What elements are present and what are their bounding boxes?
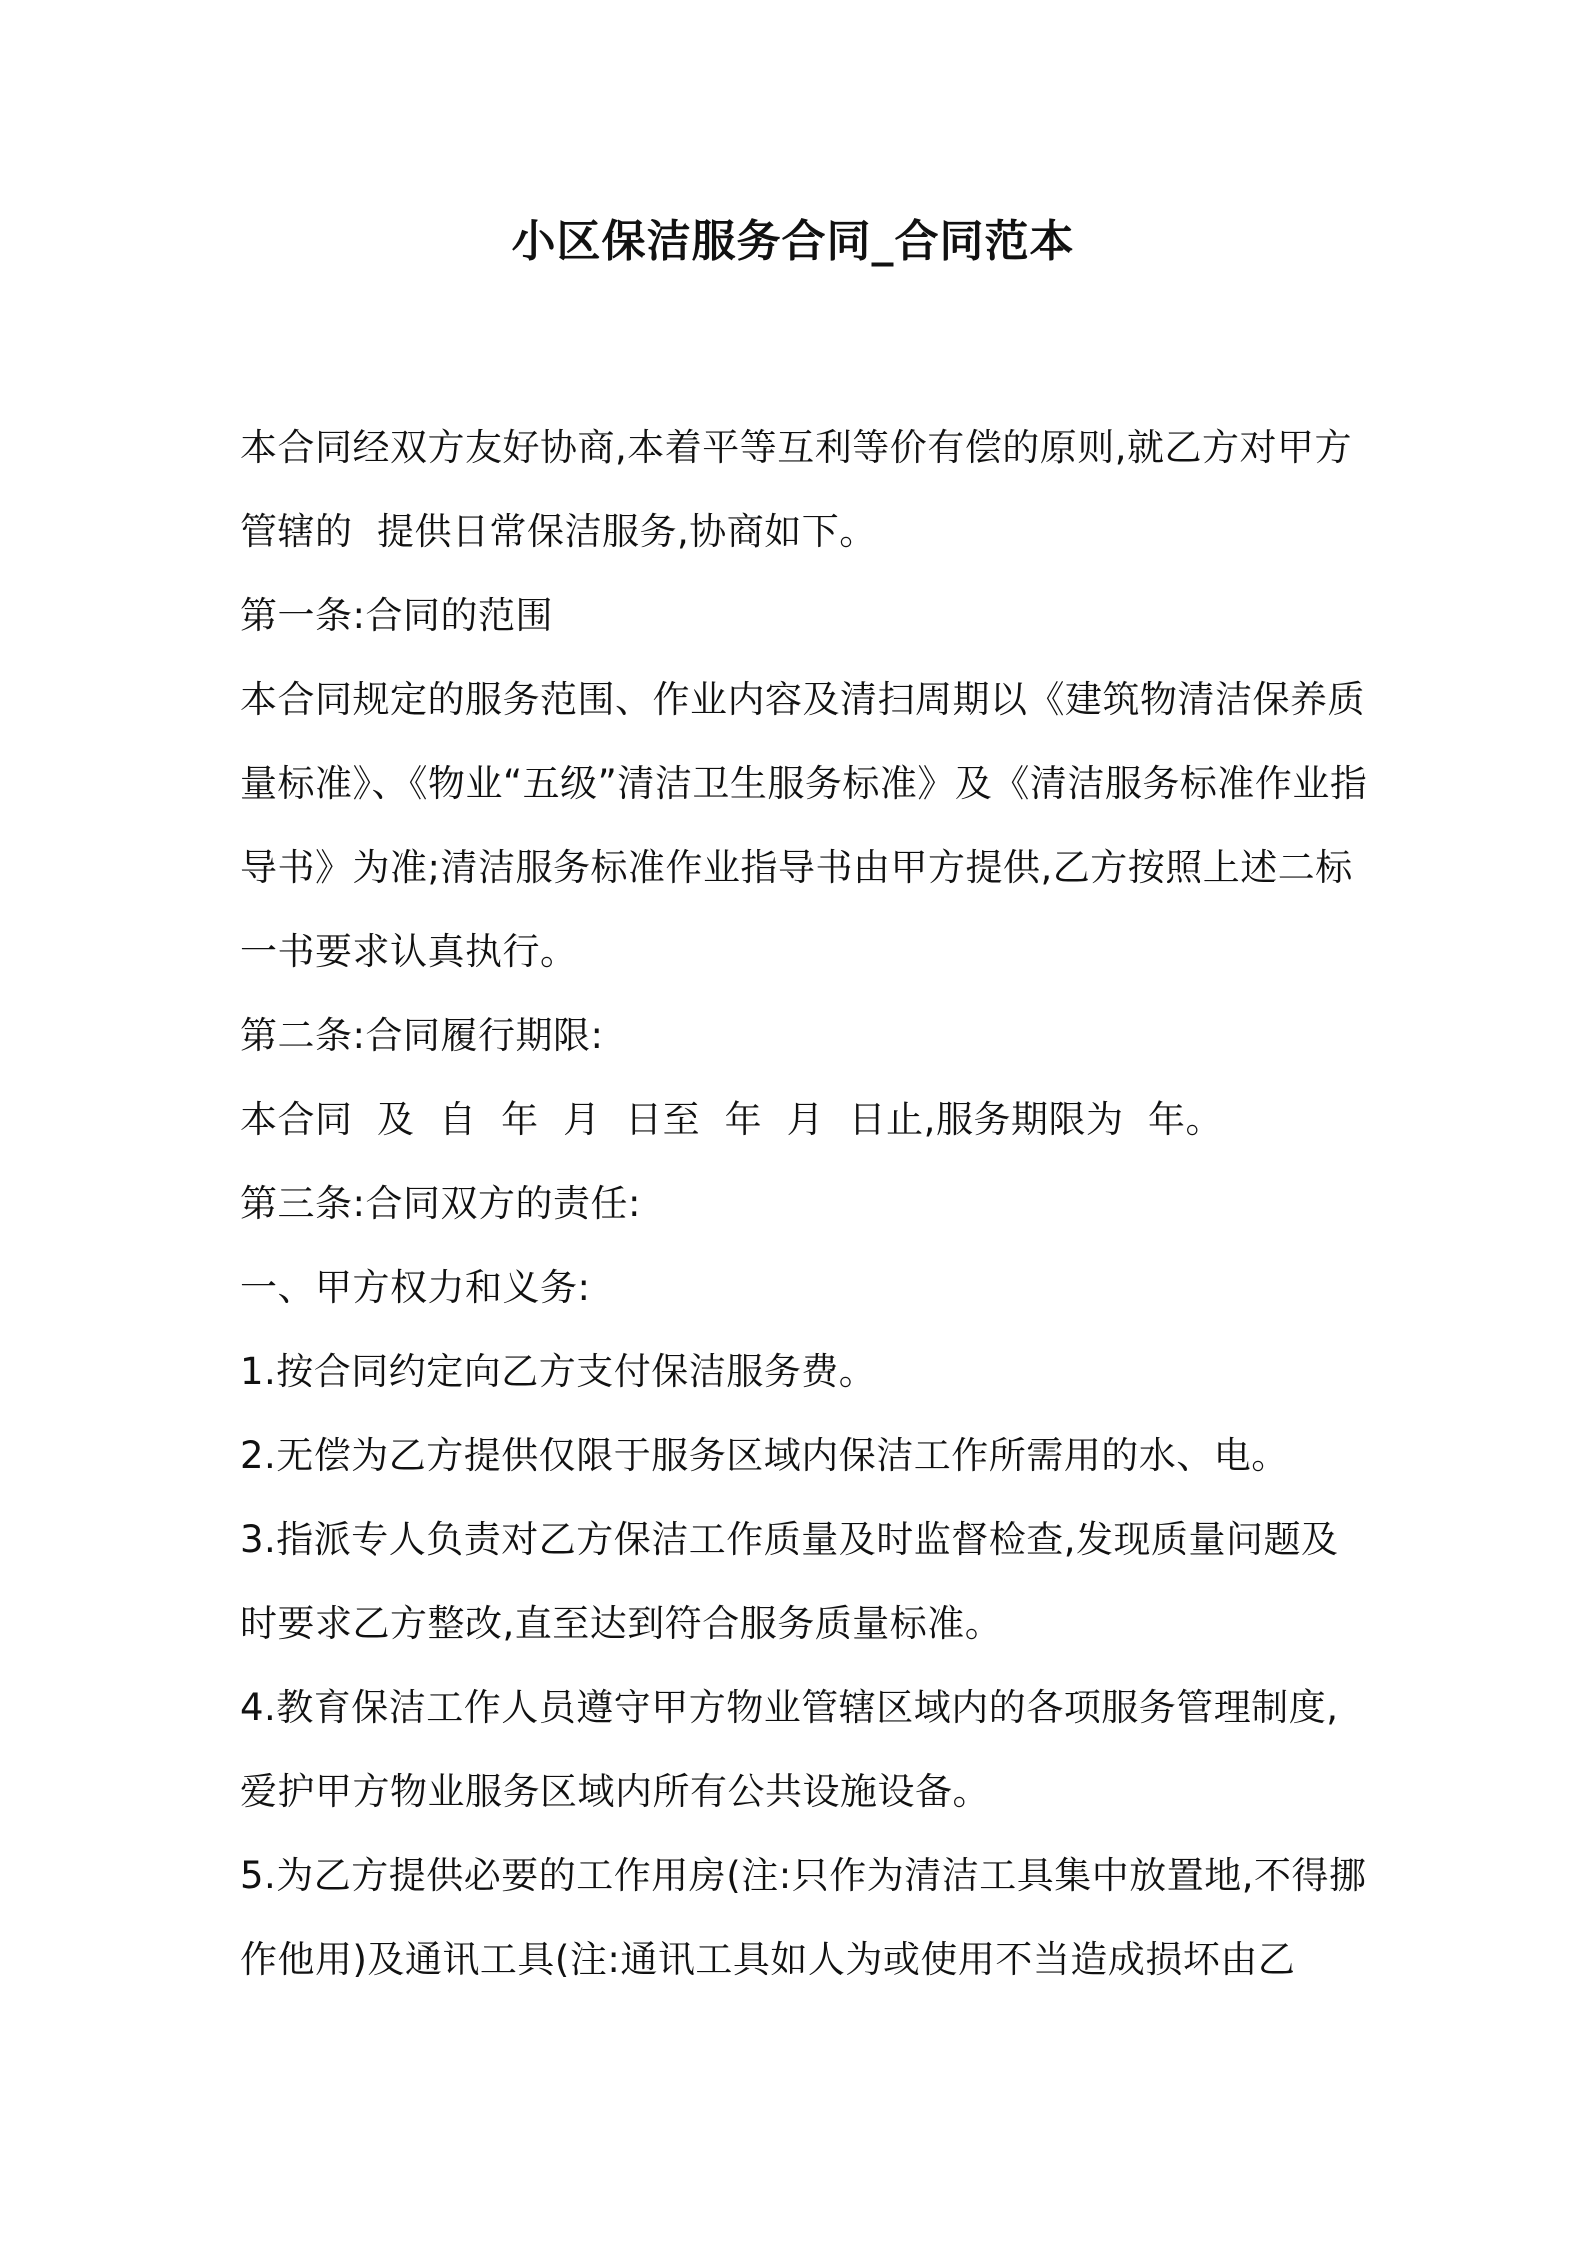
paragraph-term: 本合同 及 自 年 月 日至 年 月 日止,服务期限为 年。 [240, 1098, 1223, 1141]
list-item-1: 1.按合同约定向乙方支付保洁服务费。 [240, 1350, 877, 1393]
document-body [240, 406, 1370, 2002]
list-item-4: 4.教育保洁工作人员遵守甲方物业管辖区域内的各项服务管理制度,爱护甲方物业服务区域内所有公共设施设备。 [240, 1686, 1339, 1813]
list-item-3: 3.指派专人负责对乙方保洁工作质量及时监督检查,发现质量问题及时要求乙方整改,直至达到符合服务质量标准。 [240, 1518, 1339, 1645]
heading-party-a: 一、甲方权力和义务: [240, 1266, 591, 1309]
list-item-2: 2.无偿为乙方提供仅限于服务区域内保洁工作所需用的水、电。 [240, 1434, 1289, 1477]
paragraph-scope: 本合同规定的服务范围、作业内容及清扫周期以《建筑物清洁保养质量标准》、《物业“五级”清洁卫生服务标准》及《清洁服务标准作业指导书》为准;清洁服务标准作业指导书由甲方提供,乙方按照上述二标一书要求认真执行。 [240, 678, 1368, 973]
paragraph-intro: 本合同经双方友好协商,本着平等互利等价有偿的原则,就乙方对甲方管辖的 提供日常保洁服务,协商如下。 [240, 426, 1353, 553]
heading-article-3: 第三条:合同双方的责任: [240, 1182, 641, 1225]
heading-article-1: 第一条:合同的范围 [240, 594, 553, 637]
document-title: 小区保洁服务合同_合同范本 [511, 216, 1075, 267]
list-item-5: 5.为乙方提供必要的工作用房(注:只作为清洁工具集中放置地,不得挪作他用)及通讯工具(注:通讯工具如人为或使用不当造成损坏由乙 [240, 1854, 1367, 1981]
heading-article-2: 第二条:合同履行期限: [240, 1014, 604, 1057]
